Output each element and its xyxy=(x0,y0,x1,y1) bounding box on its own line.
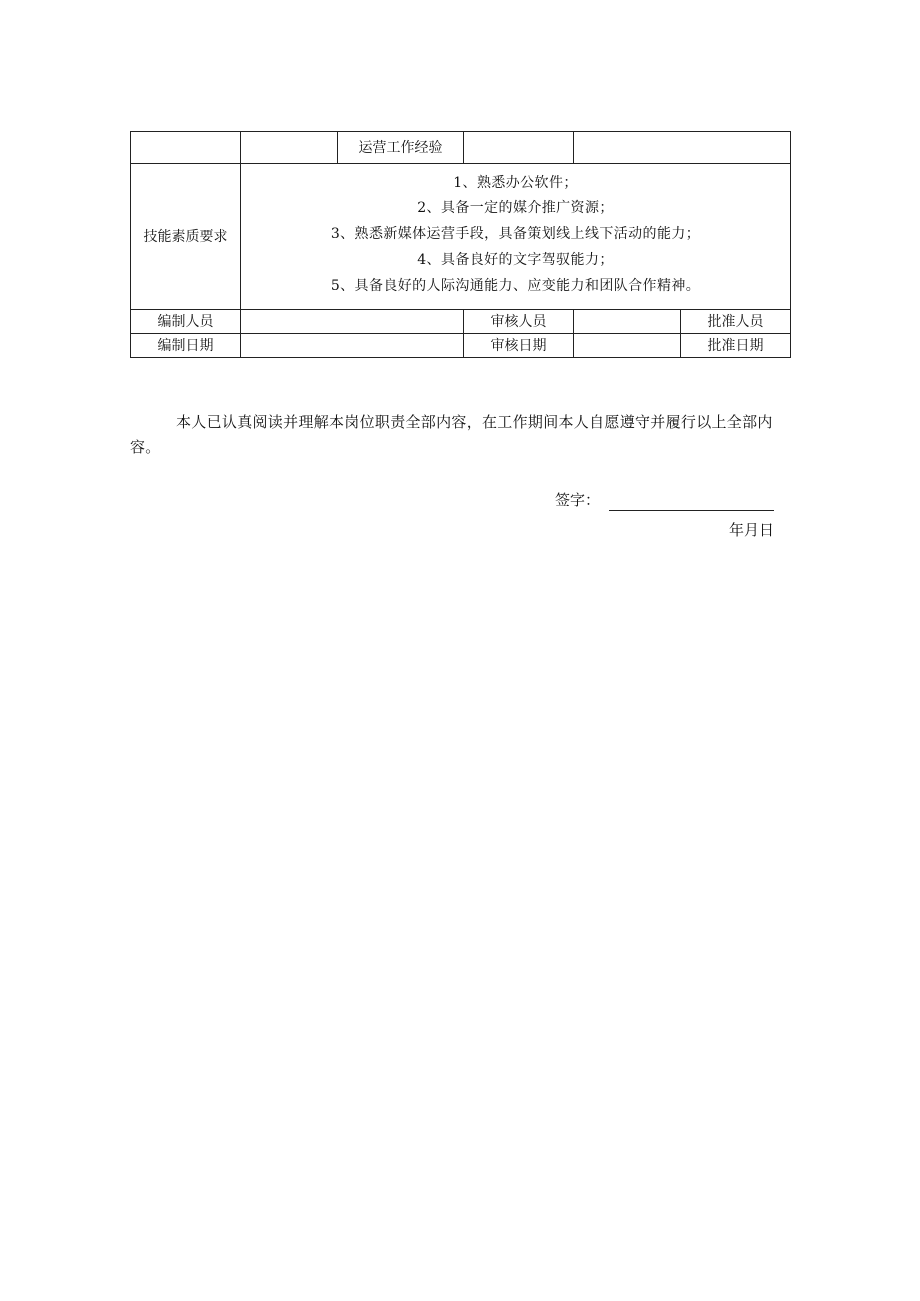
table-cell xyxy=(574,132,791,164)
signature-line[interactable] xyxy=(609,510,774,511)
skill-requirements-label: 技能素质要求 xyxy=(131,164,241,310)
table-cell xyxy=(131,132,241,164)
table-row xyxy=(131,164,791,310)
prepared-by-label: 编制人员 xyxy=(131,310,241,334)
reviewed-date-value xyxy=(574,334,681,358)
prepared-date-label: 编制日期 xyxy=(131,334,241,358)
approved-date-label: 批准日期 xyxy=(681,334,791,358)
prepared-by-value xyxy=(241,310,464,334)
list-item: 3、熟悉新媒体运营手段，具备策划线上线下活动的能力； xyxy=(330,225,701,242)
list-item: 2、具备一定的媒介推广资源； xyxy=(417,199,614,216)
approved-by-label: 批准人员 xyxy=(681,310,791,334)
table-cell xyxy=(241,132,338,164)
reviewed-date-label: 审核日期 xyxy=(464,334,574,358)
signature-row xyxy=(555,489,775,511)
reviewed-by-value xyxy=(574,310,681,334)
table-cell xyxy=(464,132,574,164)
operation-experience-label: 运营工作经验 xyxy=(338,132,464,164)
table-row xyxy=(131,132,791,164)
prepared-date-value xyxy=(241,334,464,358)
list-item: 1、熟悉办公软件； xyxy=(453,174,578,191)
list-item: 5、具备良好的人际沟通能力、应变能力和团队合作精神。 xyxy=(330,277,701,294)
table-row xyxy=(131,334,791,358)
signature-date-label: 年月日 xyxy=(728,521,774,539)
skill-requirements-list xyxy=(241,164,791,310)
declaration-text: 本人已认真阅读并理解本岗位职责全部内容，在工作期间本人自愿遵守并履行以上全部内容。 xyxy=(130,413,773,456)
signature-label: 签字： xyxy=(555,491,601,509)
reviewed-by-label: 审核人员 xyxy=(464,310,574,334)
job-duty-table xyxy=(130,131,791,358)
list-item: 4、具备良好的文字驾驭能力； xyxy=(417,251,614,268)
table-row xyxy=(131,310,791,334)
